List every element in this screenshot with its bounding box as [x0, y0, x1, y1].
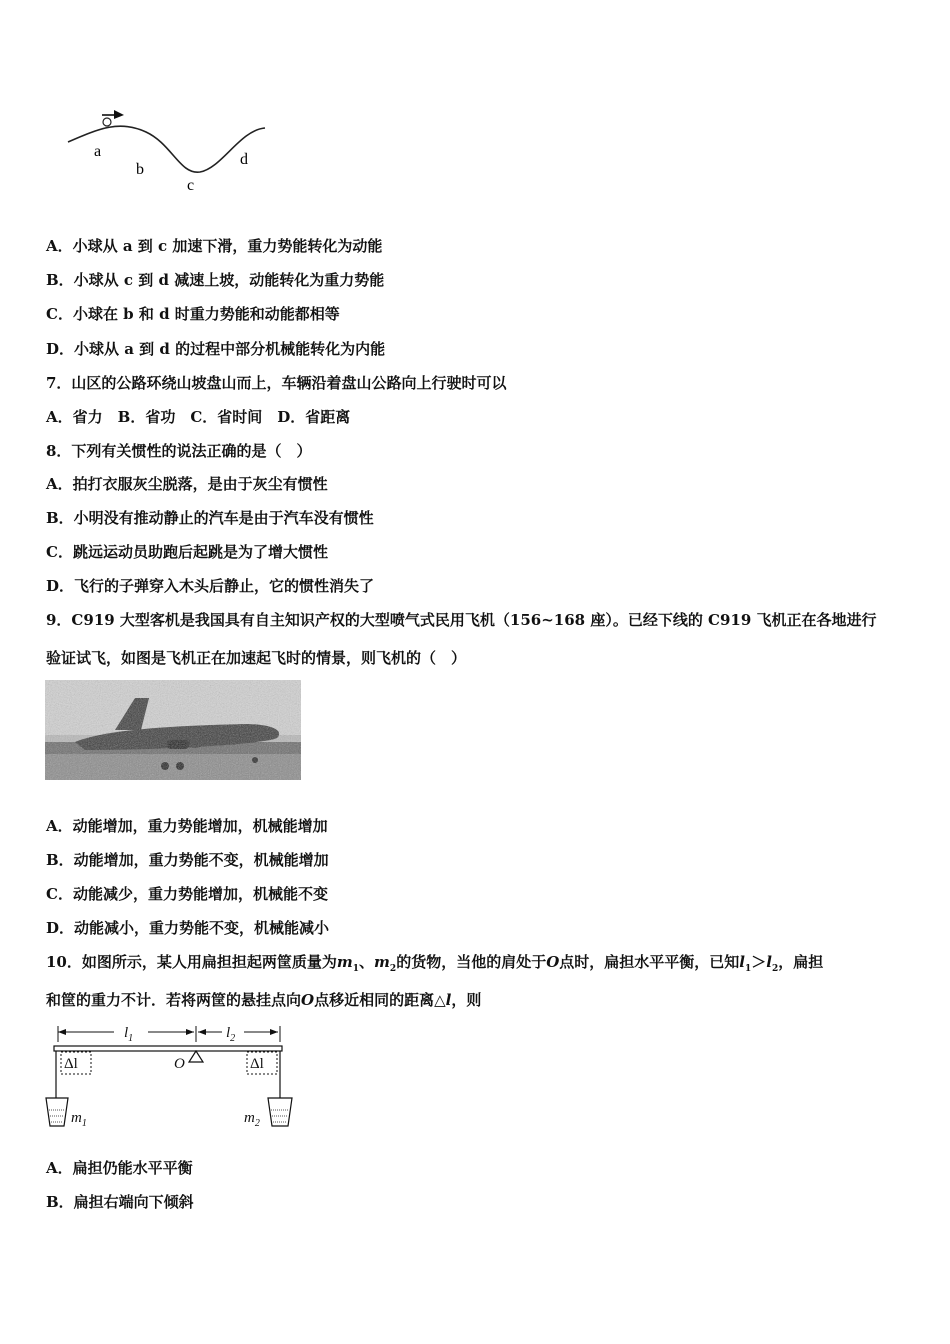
q9-option-d: D．动能减小，重力势能不变，机械能减小 [46, 919, 330, 937]
fig-m1: $m_1$ [71, 1110, 87, 1129]
fig-l2: $l_2$ [226, 1025, 236, 1044]
q7-stem: 7．山区的公路环绕山坡盘山而上，车辆沿着盘山公路向上行驶时可以 [46, 374, 507, 392]
fig-o: O [174, 1056, 185, 1072]
q9-option-a: A．动能增加，重力势能增加，机械能增加 [46, 817, 328, 835]
q8-stem: 8．下列有关惯性的说法正确的是（ ） [46, 442, 312, 460]
label-a: a [94, 143, 102, 160]
q9-stem-line2: 验证试飞，如图是飞机正在加速起飞时的情景，则飞机的（ ） [46, 649, 467, 667]
q9-option-b: B．动能增加，重力势能不变，机械能增加 [46, 851, 329, 869]
q10-option-b: B．扁担右端向下倾斜 [46, 1193, 194, 1211]
q10-option-a: A．扁担仍能水平平衡 [46, 1159, 193, 1177]
label-d: d [240, 151, 248, 168]
ball [103, 118, 111, 126]
q9-stem-line1: 9．C919 大型客机是我国具有自主知识产权的大型喷气式民用飞机（156~168 座）。已经下线的 C919 飞机正在各地进行 [46, 611, 877, 629]
pole [54, 1046, 282, 1051]
pivot [189, 1051, 203, 1062]
q6-option-b: B．小球从 c 到 d 减速上坡，动能转化为重力势能 [46, 271, 385, 289]
q7-options: A．省力 B．省功 C．省时间 D．省距离 [46, 408, 351, 426]
q6-option-d: D．小球从 a 到 d 的过程中部分机械能转化为内能 [46, 340, 386, 358]
wave-track-figure [60, 100, 275, 200]
label-b: b [136, 161, 144, 178]
arrow-head [114, 110, 124, 119]
fig-dl-left: Δl [64, 1056, 78, 1072]
q10-stem-line1: 10．如图所示，某人用扁担担起两筐质量为$m_1$、$m_2$的货物，当他的肩处于O点时，扁担水平平衡，已知$l_1>l_2$，扁担 [46, 953, 824, 974]
q6-option-c: C．小球在 b 和 d 时重力势能和动能都相等 [46, 305, 340, 323]
q6-option-a: A．小球从 a 到 c 加速下滑，重力势能转化为动能 [46, 237, 383, 255]
airplane-photo [45, 680, 301, 780]
q8-option-b: B．小明没有推动静止的汽车是由于汽车没有惯性 [46, 509, 374, 527]
q9-option-c: C．动能减少，重力势能增加，机械能不变 [46, 885, 328, 903]
fig-l1: $l_1$ [124, 1025, 134, 1044]
q8-option-c: C．跳远运动员助跑后起跳是为了增大惯性 [46, 543, 328, 561]
fig-m2: $m_2$ [244, 1110, 260, 1129]
balance-pole-figure [44, 1022, 294, 1132]
label-c: c [187, 177, 195, 194]
q8-option-d: D．飞行的子弹穿入木头后静止，它的惯性消失了 [46, 577, 375, 595]
q10-stem-line2: 和筐的重力不计．若将两筐的悬挂点向O点移近相同的距离△l，则 [46, 991, 482, 1009]
fig-dl-right: Δl [250, 1056, 264, 1072]
q8-option-a: A．拍打衣服灰尘脱落，是由于灰尘有惯性 [46, 475, 328, 493]
